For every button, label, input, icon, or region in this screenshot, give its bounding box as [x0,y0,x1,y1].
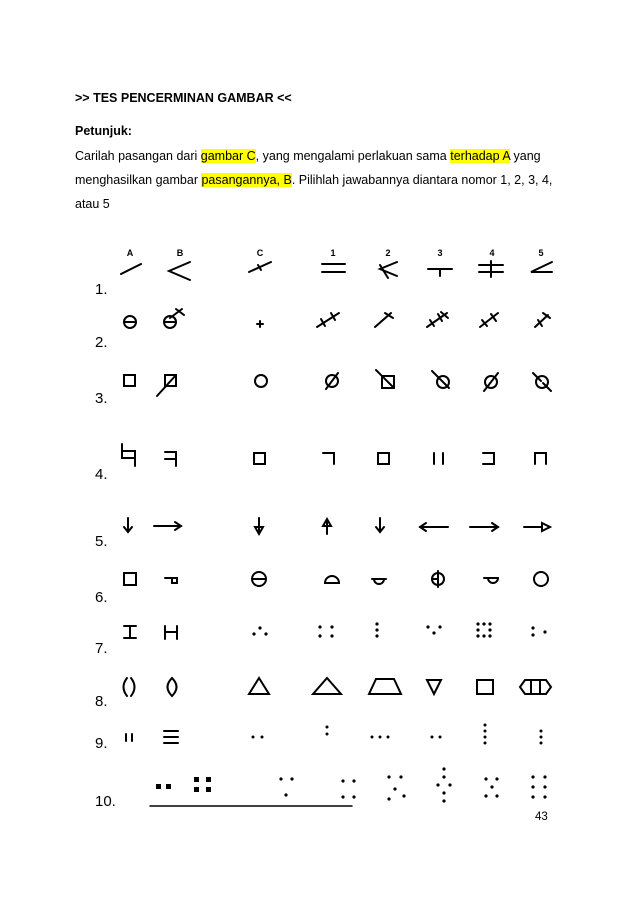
highlight-terhadap-a: terhadap A [450,149,511,163]
instr-part: , yang mengalami perlakuan sama [255,149,451,163]
row-number-3: 3. [95,390,108,407]
row-7-figures [124,626,177,639]
row-number-4: 4. [95,466,108,483]
column-header-a: A [126,248,134,258]
row-number-8: 8. [95,693,108,710]
row-number-2: 2. [95,334,108,351]
column-header-2: 2 [385,248,391,258]
row-number-10: 10. [95,793,116,810]
row-8-figures [124,678,552,696]
highlight-gambar-c: gambar C [200,149,256,163]
instructions-heading: Petunjuk: [75,124,132,138]
page-number: 43 [535,811,548,823]
row-3-figures [124,370,551,396]
row-number-7: 7. [95,640,108,657]
row-4-figures [122,444,546,466]
highlight-pasangannya-b: pasangannya, B [201,173,292,187]
row-6-figures [124,571,548,587]
row-9-figures [126,731,178,743]
row-2-figures [124,309,550,328]
column-header-1: 1 [330,248,336,258]
row-number-9: 9. [95,735,108,752]
column-header-5: 5 [538,248,544,258]
row-number-5: 5. [95,533,108,550]
row-number-1: 1. [95,281,108,298]
row-9-dots [252,724,543,745]
column-header-c: C [256,248,264,258]
row-10-figures [156,767,547,802]
instr-part: yang menghasilkan gambar [75,149,541,187]
page-title: >> TES PENCERMINAN GAMBAR << [75,91,292,105]
instr-part: Carilah pasangan dari [75,149,201,163]
instr-part: . Pilihlah jawabannya diantara nomor 1, 2, 3, 4, atau 5 [75,173,553,211]
row-7-dots [252,622,546,637]
column-header-3: 3 [437,248,443,258]
column-header-4: 4 [489,248,495,258]
row-5-figures [124,518,550,534]
row-number-6: 6. [95,589,108,606]
row-1-figures [121,261,552,280]
column-header-b: B [176,248,184,258]
